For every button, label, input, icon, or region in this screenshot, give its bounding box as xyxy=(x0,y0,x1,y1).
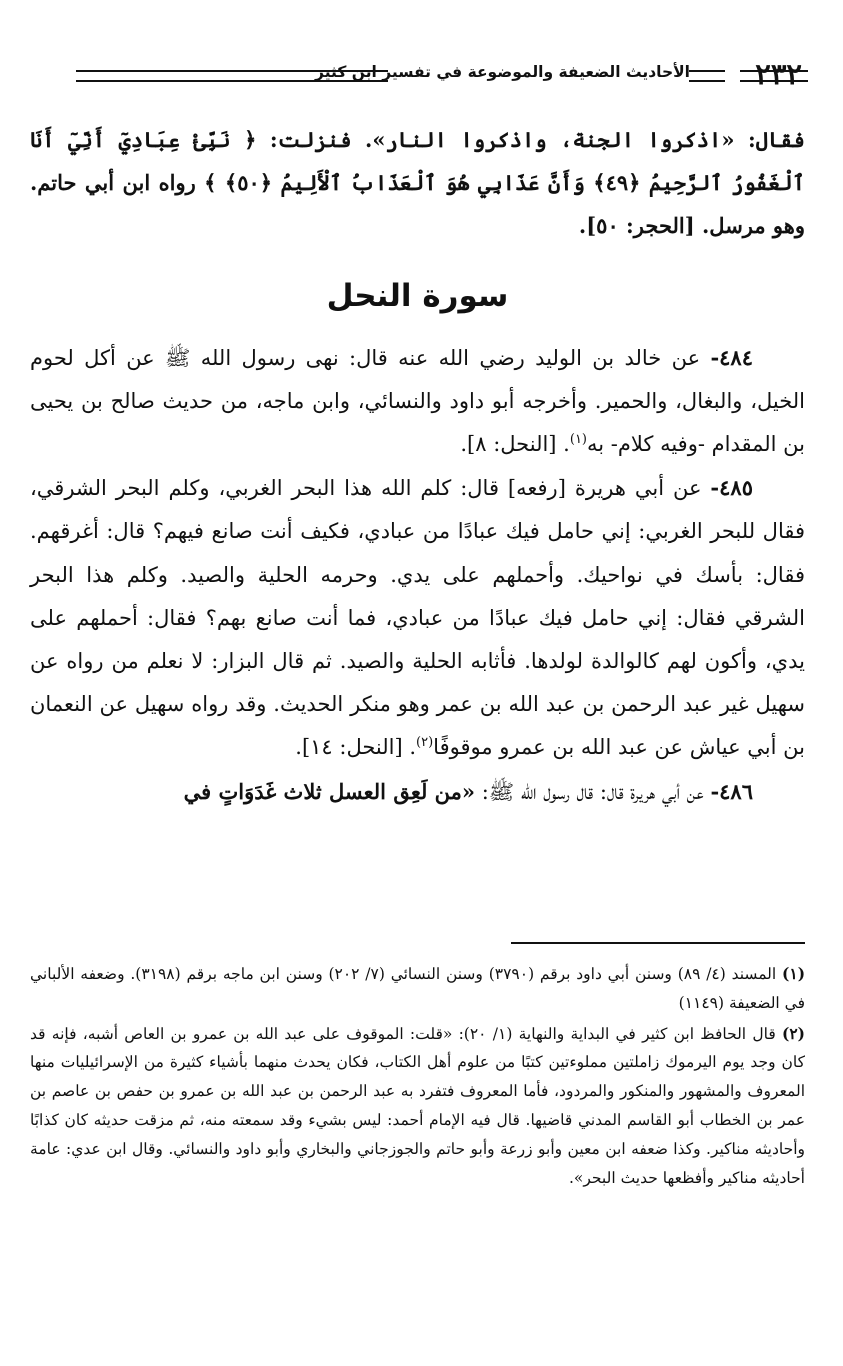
hadith-text: عن أبي هريرة [رفعه] قال: كلم الله هذا البحر الغربي، وكلم البحر الشرقي، فقال للبحر الغربي: إني حامل فيك عبادًا من عبادي، فكيف أنت صانع فيهم؟ قال: أغرقهم. فقال: بأسك في نواحيك. وأحملهم على يدي. وحرمه الحلية والصيد. وكلم هذا البحر الشرقي فقال: إني حامل فيك عبادًا من عبادي، فما أنت صانع بهم؟ فقال: أحملهم على يدي، وأكون لهم كالوالدة لولدها. فأثابه الحلية والصيد. ثم قال البزار: لا نعلم من رواه عن سهيل غير عبد الرحمن بن عبد الله بن عمر وهو منكر الحديث. وقد رواه سهيل عن النعمان بن أبي عياش عن عبد الله بن عمرو موقوفًا xyxy=(30,476,805,760)
footnote-text: المسند (٤/ ٨٩) وسنن أبي داود برقم (٣٧٩٠) وسنن النسائي (٧/ ٢٠٢) وسنن ابن ماجه برقم (٣١٩٨). وضعفه الألباني في الضعيفة (١١٤٩) xyxy=(30,965,805,1012)
hadith-486 xyxy=(30,770,805,814)
hadith-number: ٤٨٦- xyxy=(710,778,753,804)
hadith-reference: . [النحل: ١٤]. xyxy=(295,735,417,760)
footnote-ref: (٢) xyxy=(416,735,434,751)
hadith-number: ٤٨٤- xyxy=(710,344,753,370)
intro-paragraph: فقال: «اذكروا الجنة، واذكروا النار». فنزلت: ﴿ نَبِّئْ عِبَادِيٓ أَنِّيٓ أَنَا ٱلْغَفُورُ ٱلرَّحِيمُ ﴿٤٩﴾ وَأَنَّ عَذَابِي هُوَ ٱلْعَذَابُ ٱلْأَلِيمُ ﴿٥٠﴾ ﴾ رواه ابن أبي حاتم. وهو مرسل. [الحجر: ٥٠]. xyxy=(30,127,805,239)
footnote-2 xyxy=(30,1020,805,1193)
footnote-separator xyxy=(511,942,805,944)
page-number: ٢٣٢ xyxy=(755,57,802,91)
hadith-485 xyxy=(30,466,805,769)
footnote-1 xyxy=(30,960,805,1018)
header-rule-right xyxy=(740,70,808,82)
header-rule-middle xyxy=(689,70,725,82)
hadith-text: عن خالد بن الوليد رضي الله عنه قال: نهى رسول الله ﷺ عن أكل لحوم الخيل، والبغال، والحمير. وأخرجه أبو داود والنسائي، وابن ماجه، من حديث صالح بن يحيى بن المقدام -وفيه كلام- به xyxy=(30,345,806,457)
hadith-quote: «من لَعِق العسل ثلاث غَدَوَاتٍ في xyxy=(183,778,476,804)
hadith-reference: . [النحل: ٨]. xyxy=(460,432,570,457)
book-title: الأحاديث الضعيفة والموضوعة في تفسير ابن كثير xyxy=(315,63,690,81)
footnote-ref: (١) xyxy=(569,432,587,448)
hadith-484 xyxy=(30,336,805,467)
footnote-mark: (١) xyxy=(782,964,806,983)
surah-title: سورة النحل xyxy=(326,277,509,314)
hadith-text: عن أبي هريرة قال: قال رسول الله ﷺ: xyxy=(481,779,704,804)
running-header xyxy=(28,56,808,92)
footnotes xyxy=(30,960,805,1194)
main-text xyxy=(30,118,805,814)
hadith-number: ٤٨٥- xyxy=(710,475,753,501)
footnote-mark: (٢) xyxy=(781,1023,805,1043)
footnote-text: قال الحافظ ابن كثير في البداية والنهاية (١/ ٢٠): «قلت: الموقوف على عبد الله بن عمرو بن العاص أشبه، فإنه قد كان وجد يوم اليرموك زاملتين مملوءتين كتبًا من علوم أهل الكتاب، فكان يحدث منهما بأشياء كثيرة من الإسرائيليات منها المعروف والمشهور والمنكور والمردود، فأما المعروف فتفرد به عبد الرحمن بن عبد الله بن عمرو بن حفص بن عاصم بن عمر بن الخطاب أبو القاسم المدني قاضيها. قال فيه الإمام أحمد: ليس بشيء وقد سمعته منه، ثم مزقت حديثه كان كذابًا وأحاديثه مناكير. وكذا ضعفه ابن معين وأبو زرعة وأبو حاتم والجوزجاني والبخاري وأبو داود والنسائي. وقال ابن عدي: عامة أحاديثه مناكير وأفظعها حديث البحر». xyxy=(30,1024,805,1187)
